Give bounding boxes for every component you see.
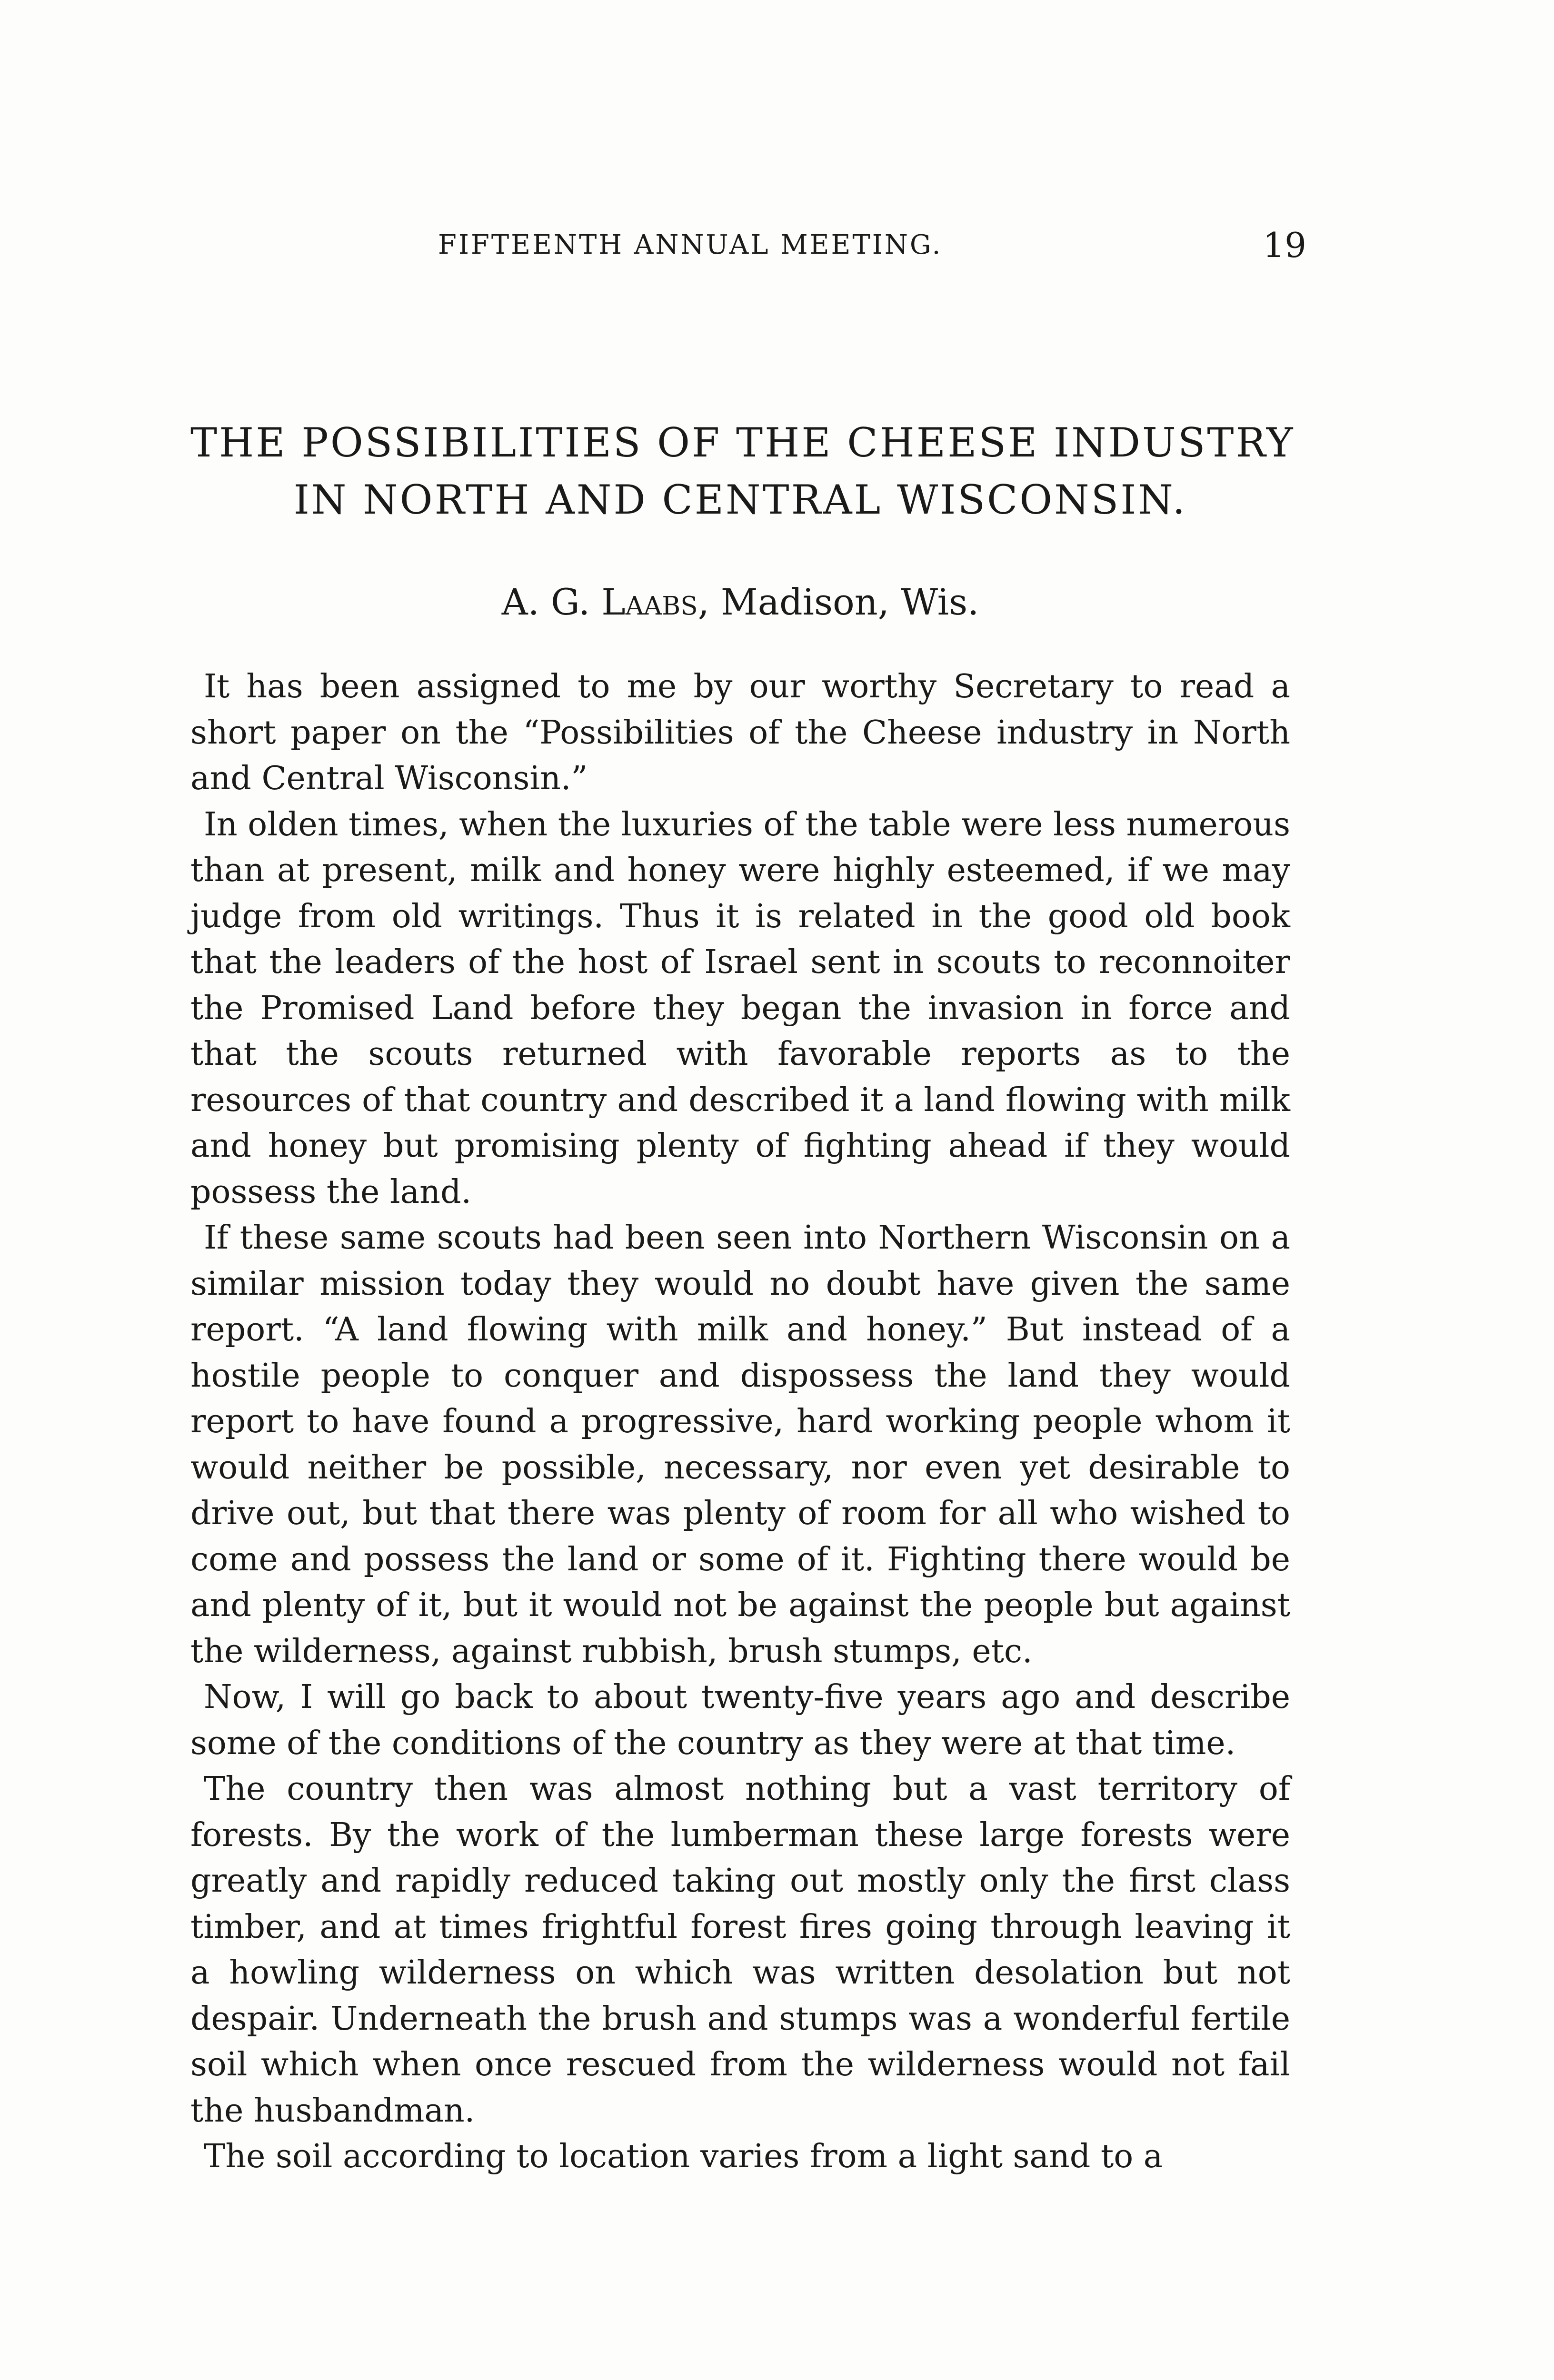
article-body	[190, 664, 1290, 2180]
running-title: FIFTEENTH ANNUAL MEETING.	[438, 229, 943, 260]
byline	[190, 576, 1290, 628]
title-line-1: THE POSSIBILITIES OF THE CHEESE INDUSTRY	[190, 419, 1295, 466]
paragraph: It has been assigned to me by our worthy Secretary to read a short paper on the “Possibilities of the Cheese industry in North and Central Wisconsin.”	[190, 668, 1290, 797]
paragraph: The country then was almost nothing but a vast territory of forests. By the work of the lumberman these large forests were greatly and rapidly reduced taking out mostly only the first class timber, and at times frightful forest fires going through leaving it a howling wilderness on which was written desolation but not despair. Underneath the brush and stumps was a wonderful fertile soil which when once rescued from the wilderness would not fail the husbandman.	[190, 1770, 1290, 2130]
page-number: 19	[1263, 225, 1306, 265]
running-head	[200, 224, 1306, 267]
paragraph: Now, I will go back to about twenty-five years ago and describe some of the conditions of the country as they were at that time.	[190, 1678, 1290, 1762]
article-title	[190, 414, 1295, 528]
author-name: A. G. Laabs	[501, 581, 698, 623]
author-location: , Madison, Wis.	[697, 581, 979, 623]
paragraph: If these same scouts had been seen into Northern Wisconsin on a similar mission today they would no doubt have given the same report. “A land flowing with milk and honey.” But instead of a hostile people to conquer and dispossess the land they would report to have found a progressive, hard working people whom it would neither be possible, necessary, nor even yet desirable to drive out, but that there was plenty of room for all who wished to come and possess the land or some of it. Fighting there would be and plenty of it, but it would not be against the people but against the wilderness, against rubbish, brush stumps, etc.	[190, 1219, 1290, 1670]
paragraph: The soil according to location varies from a light sand to a	[204, 2138, 1163, 2175]
title-line-2: IN NORTH AND CENTRAL WISCONSIN.	[293, 476, 1187, 523]
paragraph: In olden times, when the luxuries of the table were less numerous than at present, milk and honey were highly esteemed, if we may judge from old writings. Thus it is related in the good old book that the leaders of the host of Israel sent in scouts to reconnoiter the Promised Land before they began the invasion in force and that the scouts returned with favorable reports as to the resources of that country and described it a land flowing with milk and honey but promising plenty of fighting ahead if they would possess the land.	[190, 805, 1290, 1211]
